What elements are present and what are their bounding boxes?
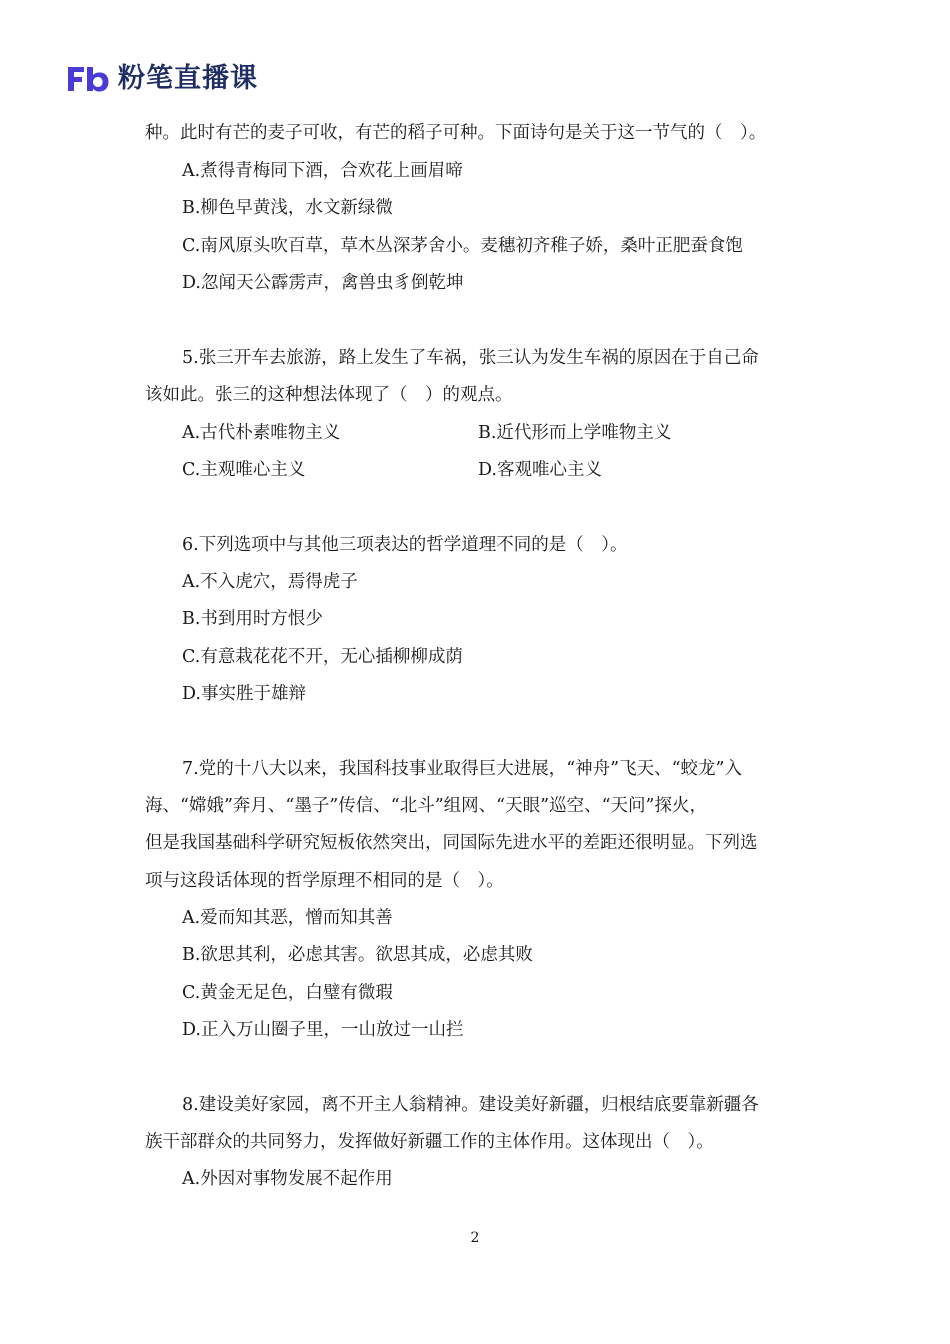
q6-option-d: D.事实胜于雄辩 — [182, 684, 306, 704]
q7-option-b: B.欲思其利，必虑其害。欲思其成，必虑其败 — [182, 945, 533, 965]
question-6-stem: 6.下列选项中与其他三项表达的哲学道理不同的是（ ）。 — [182, 535, 628, 555]
question-7-stem: 项与这段话体现的哲学原理不相同的是（ ）。 — [145, 871, 504, 891]
q8-option-a: A.外因对事物发展不起作用 — [182, 1169, 393, 1189]
q6-option-b: B.书到用时方恨少 — [182, 609, 323, 629]
fb-logo-icon — [66, 64, 110, 94]
brand-logo — [66, 62, 258, 96]
q5-option-a: A.古代朴素唯物主义 — [182, 423, 341, 443]
q7-option-d: D.正入万山圈子里，一山放过一山拦 — [182, 1020, 464, 1040]
option-c: C.南风原头吹百草，草木丛深茅舍小。麦穗初齐稚子娇，桑叶正肥蚕食饱 — [182, 236, 743, 256]
q6-option-a: A.不入虎穴，焉得虎子 — [182, 572, 358, 592]
option-b: B.柳色早黄浅，水文新绿微 — [182, 198, 393, 218]
question-7-stem: 海、“嫦娥”奔月、“墨子”传信、“北斗”组网、“天眼”巡空、“天问”探火， — [145, 796, 707, 816]
question-7-stem: 但是我国基础科学研究短板依然突出，同国际先进水平的差距还很明显。下列选 — [145, 833, 758, 853]
q7-option-c: C.黄金无足色，白璧有微瑕 — [182, 983, 393, 1003]
q7-option-a: A.爱而知其恶，憎而知其善 — [182, 908, 393, 928]
option-a: A.煮得青梅同下酒，合欢花上画眉啼 — [182, 161, 463, 181]
q6-option-c: C.有意栽花花不开，无心插柳柳成荫 — [182, 647, 463, 667]
question-5-stem: 5.张三开车去旅游，路上发生了车祸，张三认为发生车祸的原因在于自己命 — [182, 348, 759, 368]
question-8-stem: 族干部群众的共同努力，发挥做好新疆工作的主体作用。这体现出（ ）。 — [145, 1132, 714, 1152]
q5-option-d: D.客观唯心主义 — [478, 460, 602, 480]
q5-option-c: C.主观唯心主义 — [182, 460, 306, 480]
logo-text: 粉笔直播课 — [118, 63, 258, 94]
page-number: 2 — [470, 1230, 480, 1246]
question-7-stem: 7.党的十八大以来，我国科技事业取得巨大进展，“神舟”飞天、“蛟龙”入 — [182, 759, 742, 779]
question-5-stem: 该如此。张三的这种想法体现了（ ）的观点。 — [145, 385, 513, 405]
q5-option-b: B.近代形而上学唯物主义 — [478, 423, 672, 443]
question-stem-line: 种。此时有芒的麦子可收，有芒的稻子可种。下面诗句是关于这一节气的（ ）。 — [145, 123, 767, 143]
option-d: D.忽闻天公霹雳声，禽兽虫豸倒乾坤 — [182, 273, 464, 293]
question-8-stem: 8.建设美好家园，离不开主人翁精神。建设美好新疆，归根结底要靠新疆各 — [182, 1095, 759, 1115]
